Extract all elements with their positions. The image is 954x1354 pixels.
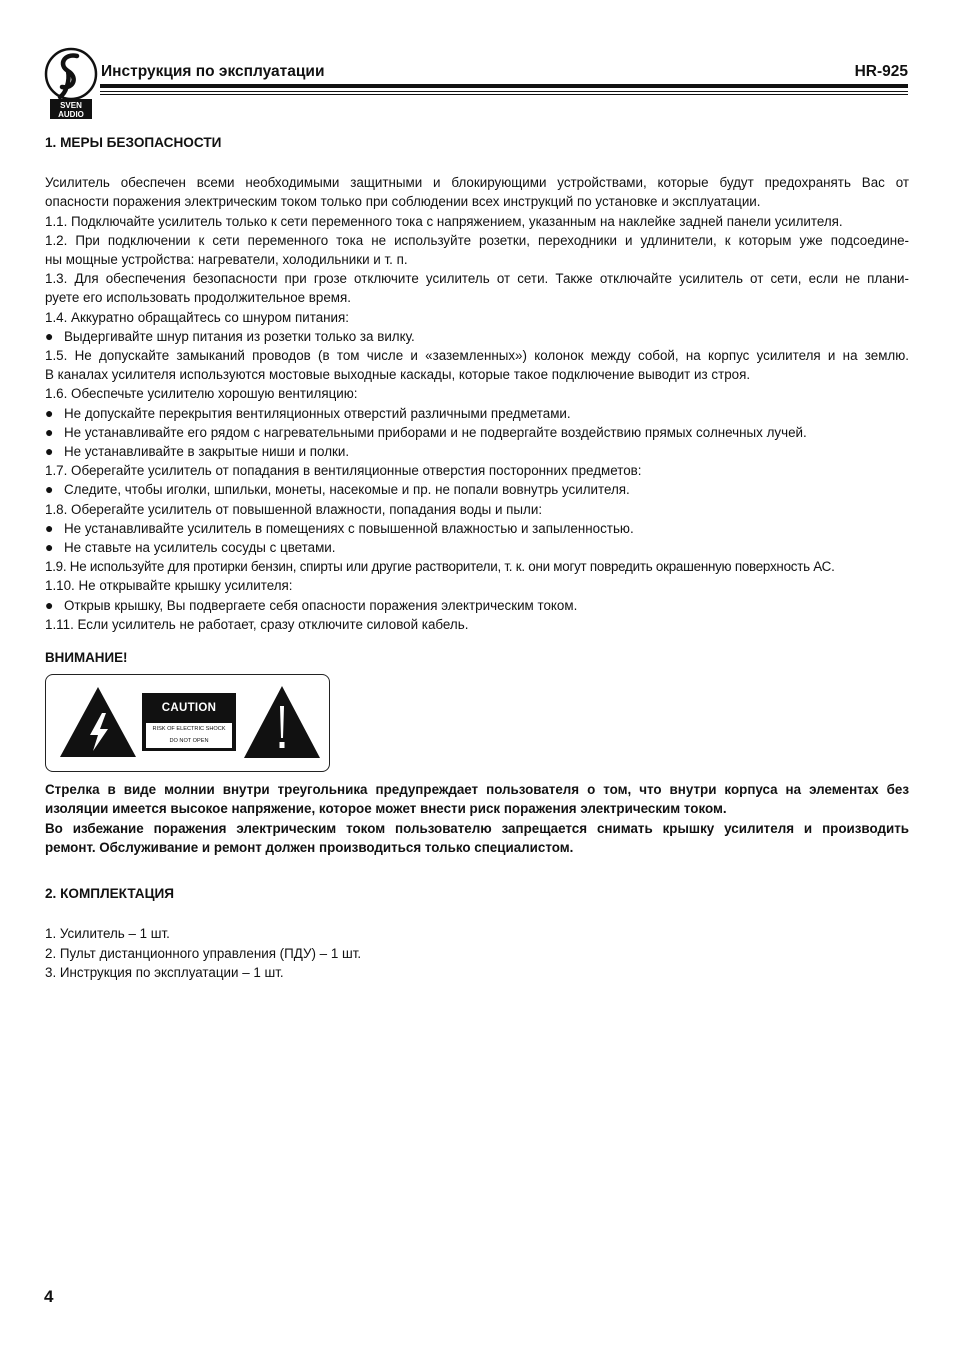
paragraph-1-2-line: 1.2. При подключении к сети переменного тока не используйте розетки, переходники и удлинители, к которым уже подсоедине- (45, 232, 909, 248)
bullet-item (45, 327, 909, 346)
header-title: Инструкция по эксплуатации (101, 63, 325, 80)
bullet-text: Следите, чтобы иголки, шпильки, монеты, насекомые и пр. не попали вовнутрь усилителя. (64, 482, 630, 498)
bullet-text: Выдергивайте шнур питания из розетки только за вилку. (64, 328, 415, 344)
paragraph-1-6: 1.6. Обеспечьте усилителю хорошую вентиляцию: (45, 386, 358, 402)
section-heading-contents: 2. КОМПЛЕКТАЦИЯ (45, 886, 175, 902)
bullet-item (45, 423, 909, 442)
bullet-item (45, 519, 909, 538)
bullet-item (45, 596, 909, 615)
bullet-dot: ● (45, 596, 54, 613)
sven-audio-logo (44, 47, 98, 121)
bullet-dot: ● (45, 404, 54, 421)
contents-item: 2. Пульт дистанционного управления (ПДУ) – 1 шт. (45, 945, 362, 961)
caution-label-box (142, 693, 236, 751)
bullet-text: Не ставьте на усилитель сосуды с цветами. (64, 540, 336, 556)
header-model: HR-925 (854, 63, 908, 80)
paragraph-1-11: 1.11. Если усилитель не работает, сразу отключите силовой кабель. (45, 616, 469, 632)
paragraph-1-3-line: 1.3. Для обеспечения безопасности при грозе отключите усилитель от сети. Также отключайте усилитель от сети, если не плани- (45, 271, 909, 287)
bullet-item (45, 480, 909, 499)
contents-item: 1. Усилитель – 1 шт. (45, 926, 170, 942)
paragraph-1-5-line: В каналах усилителя используются мостовые выходные каскады, которые такое подключение выводит из строя. (45, 367, 751, 383)
bullet-item (45, 404, 909, 423)
bullet-item (45, 538, 909, 557)
paragraph-intro-line: Усилитель обеспечен всеми необходимыми защитными и блокирующими устройствами, которые будут предохранять Вас от (45, 175, 909, 191)
logo-text-audio: AUDIO (58, 110, 84, 119)
bullet-dot: ● (45, 481, 54, 498)
paragraph-1-9: 1.9. Не используйте для протирки бензин, спирты или другие растворители, т. к. они могут повредить окрашенную поверхность АС. (45, 559, 835, 575)
paragraph-1-8: 1.8. Оберегайте усилитель от повышенной влажности, попадания воды и пыли: (45, 501, 543, 517)
bullet-dot: ● (45, 443, 54, 460)
caution-subtext-line: DO NOT OPEN (169, 738, 209, 745)
page-number: 4 (44, 1287, 54, 1306)
bullet-dot: ● (45, 423, 54, 440)
bullet-dot: ● (45, 327, 54, 344)
paragraph-1-10: 1.10. Не открывайте крышку усилителя: (45, 578, 293, 594)
warning-text-line: ремонт. Обслуживание и ремонт должен производиться только специалистом. (45, 839, 574, 855)
caution-subtext (146, 723, 232, 748)
paragraph-1-1: 1.1. Подключайте усилитель только к сети переменного тока с напряжением, указанным на наклейке задней панели усилителя. (45, 213, 843, 229)
header-rule-thin (100, 91, 908, 92)
warning-text-line: Стрелка в виде молнии внутри треугольника предупреждает пользователя о том, что внутри корпуса на элементах без (45, 782, 909, 798)
paragraph-1-2-line: ны мощные устройства: нагреватели, холодильники и т. п. (45, 252, 408, 268)
header-rule-thick (100, 84, 908, 88)
section-heading-safety: 1. МЕРЫ БЕЗОПАСНОСТИ (45, 135, 222, 150)
warning-text-line: Во избежание поражения электрическим током пользователю запрещается снимать крышку усилителя и производить (45, 820, 909, 836)
bullet-text: Не устанавливайте его рядом с нагревательными приборами и не подвергайте воздействию прямых солнечных лучей. (64, 424, 807, 440)
bullet-dot: ● (45, 519, 54, 536)
warning-symbols-box (45, 674, 330, 772)
exclamation-triangle-icon (242, 684, 322, 760)
paragraph-1-5-line: 1.5. Не допускайте замыканий проводов (в том числе и «заземленных») колонок между собой, на корпус усилителя и на землю. (45, 348, 909, 364)
paragraph-intro-line: опасности поражения электрическим током только при соблюдении всех инструкций по установке и эксплуатации. (45, 194, 761, 210)
bullet-text: Открыв крышку, Вы подвергаете себя опасности поражения электрическим током. (64, 597, 578, 613)
warning-heading: ВНИМАНИЕ! (45, 650, 128, 666)
paragraph-1-3-line: руете его использовать продолжительное время. (45, 290, 351, 306)
header-rule-thin (100, 94, 908, 95)
bullet-item (45, 442, 909, 461)
bullet-text: Не устанавливайте усилитель в помещениях с повышенной влажностью и запыленностью. (64, 520, 634, 536)
caution-label: CAUTION (161, 702, 217, 715)
page-content (45, 133, 909, 982)
warning-text-line: изоляции имеется высокое напряжение, которое может внести риск поражения электрическим током. (45, 801, 727, 817)
paragraph-1-4: 1.4. Аккуратно обращайтесь со шнуром питания: (45, 309, 349, 325)
lightning-triangle-icon (58, 685, 138, 759)
paragraph-1-7: 1.7. Оберегайте усилитель от попадания в вентиляционные отверстия посторонних предметов: (45, 463, 642, 479)
bullet-text: Не допускайте перекрытия вентиляционных отверстий различными предметами. (64, 405, 571, 421)
contents-item: 3. Инструкция по эксплуатации – 1 шт. (45, 964, 284, 980)
caution-subtext-line: RISK OF ELECTRIC SHOCK (152, 726, 226, 733)
logo-text-sven: SVEN (60, 101, 82, 110)
bullet-text: Не устанавливайте в закрытые ниши и полки. (64, 444, 350, 460)
bullet-dot: ● (45, 539, 54, 556)
